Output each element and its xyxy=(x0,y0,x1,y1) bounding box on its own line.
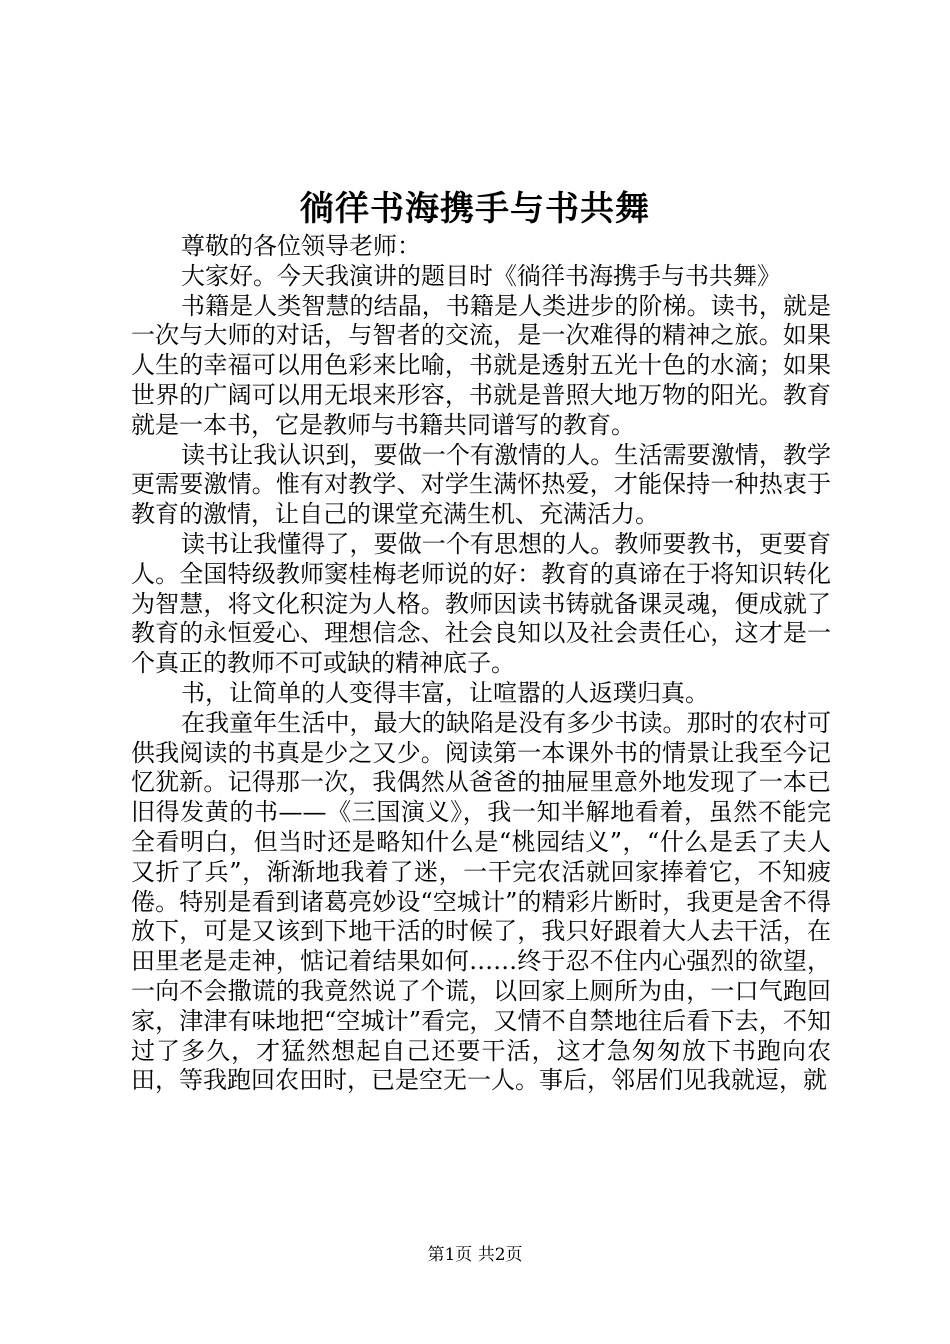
paragraph-greeting: 大家好。今天我演讲的题目时《徜徉书海携手与书共舞》 xyxy=(181,261,781,290)
paragraph-thought: 读书让我懂得了，要做一个有思想的人。教师要教书，更要育人。全国特级教师窦桂梅老师说的好：教育的真谛在于将知识转化为智慧，将文化积淀为人格。教师因读书铸就备课灵魂，便成就了教育的永恒爱心、理想信念、社会良知以及社会责任心，这才是一个真正的教师不可或缺的精神底子。 xyxy=(131,529,831,678)
paragraph-salutation: 尊敬的各位领导老师： xyxy=(181,232,421,260)
page-footer: 第1页 共2页 xyxy=(427,1245,523,1265)
paragraph-intro: 书籍是人类智慧的结晶，书籍是人类进步的阶梯。读书，就是一次与大师的对话，与智者的交流，是一次难得的精神之旅。如果人生的幸福可以用色彩来比喻，书就是透射五光十色的水滴；如果世界的广阔可以用无垠来形容，书就是普照大地万物的阳光。教育就是一本书，它是教师与书籍共同谱写的教育。 xyxy=(131,291,831,439)
paragraph-passion: 读书让我认识到，要做一个有激情的人。生活需要激情，教学更需要激情。惟有对教学、对学生满怀热爱，才能保持一种热衷于教育的激情，让自己的课堂充满生机、充满活力。 xyxy=(131,440,831,529)
document-body xyxy=(131,232,831,1096)
paragraph-simplicity: 书，让简单的人变得丰富，让喧嚣的人返璞归真。 xyxy=(181,678,709,707)
document-title: 徜徉书海携手与书共舞 xyxy=(300,189,650,229)
paragraph-childhood: 在我童年生活中，最大的缺陷是没有多少书读。那时的农村可供我阅读的书真是少之又少。阅读第一本课外书的情景让我至今记忆犹新。记得那一次，我偶然从爸爸的抽屉里意外地发现了一本已旧得发黄的书——《三国演义》，我一知半解地看着，虽然不能完全看明白，但当时还是略知什么是“桃园结义”，“什么是丢了夫人又折了兵”，渐渐地我着了迷，一干完农活就回家捧着它，不知疲倦。特别是看到诸葛亮妙设“空城计”的精彩片断时，我更是舍不得放下，可是又该到下地干活的时候了，我只好跟着大人去干活，在田里老是走神，惦记着结果如何……终于忍不住内心强烈的欲望，一向不会撒谎的我竟然说了个谎，以回家上厕所为由，一口气跑回家，津津有味地把“空城计”看完，又情不自禁地往后看下去，不知过了多久，才猛然想起自己还要干活，这才急匆匆放下书跑向农田，等我跑回农田时，已是空无一人。事后，邻居们见我就逗，就 xyxy=(131,708,831,1095)
